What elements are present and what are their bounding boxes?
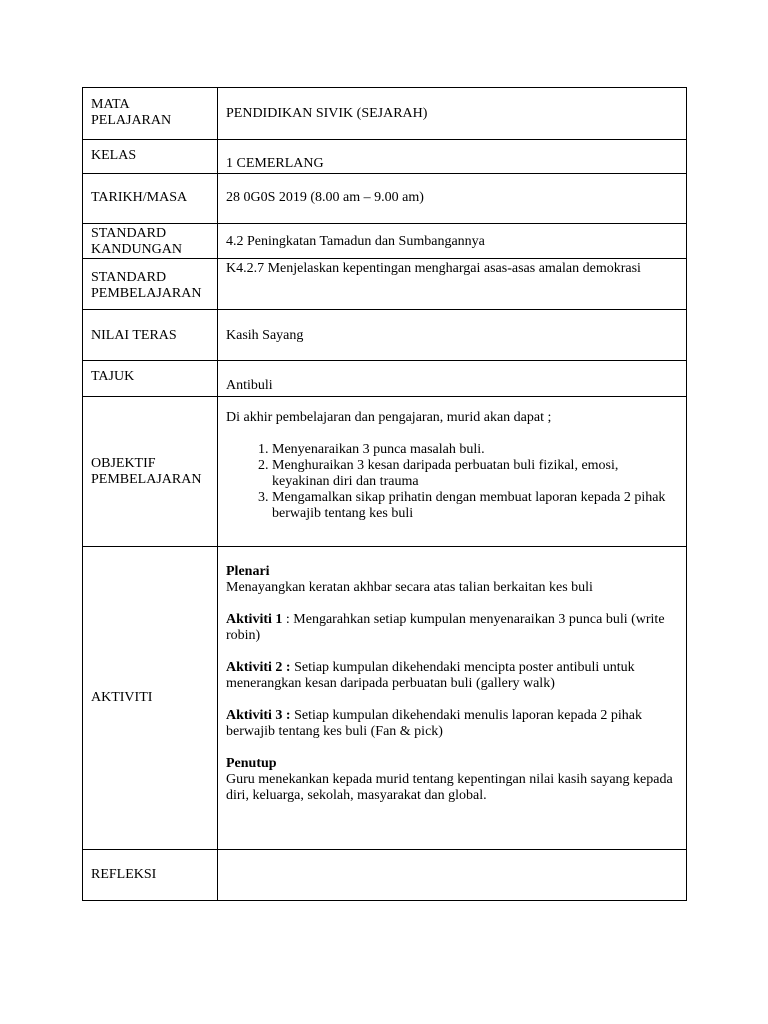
closing-heading: Penutup bbox=[226, 756, 277, 771]
row-core-value bbox=[83, 310, 687, 361]
reflection-label: REFLEKSI bbox=[83, 850, 218, 901]
learning-standard-value: K4.2.7 Menjelaskan kepentingan menghargai asas-asas amalan demokrasi bbox=[226, 261, 641, 276]
reflection-value bbox=[218, 850, 687, 901]
objective-item-2: 2. Menghuraikan 3 kesan daripada perbuatan buli fizikal, emosi, keyakinan diri dan trauma bbox=[272, 458, 678, 490]
topic-value: Antibuli bbox=[218, 361, 687, 397]
row-activities bbox=[83, 547, 687, 850]
core-value-label: NILAI TERAS bbox=[83, 310, 218, 361]
class-label: KELAS bbox=[83, 140, 218, 174]
objectives-label: OBJEKTIF PEMBELAJARAN bbox=[83, 397, 218, 547]
row-learning-standard bbox=[83, 259, 687, 310]
plenary-heading: Plenari bbox=[226, 564, 270, 579]
activity-1 bbox=[226, 612, 678, 644]
activity-2-label: Aktiviti 2 : bbox=[226, 660, 291, 675]
objectives-intro: Di akhir pembelajaran dan pengajaran, murid akan dapat ; bbox=[226, 410, 552, 425]
plenary-text: Menayangkan keratan akhbar secara atas talian berkaitan kes buli bbox=[226, 580, 593, 595]
plenary-block bbox=[226, 564, 678, 596]
subject-label: MATA PELAJARAN bbox=[83, 88, 218, 140]
activity-3-text: Setiap kumpulan dikehendaki menulis laporan kepada 2 pihak berwajib tentang kes buli (Fan & pick) bbox=[226, 708, 643, 739]
activity-3-label: Aktiviti 3 : bbox=[226, 708, 291, 723]
row-content-standard bbox=[83, 224, 687, 259]
objective-item-1: 1. Menyenaraikan 3 punca masalah buli. bbox=[272, 442, 678, 458]
objectives-list bbox=[226, 442, 678, 522]
activities-cell bbox=[218, 547, 687, 850]
content-standard-label: STANDARD KANDUNGAN bbox=[83, 224, 218, 259]
closing-block bbox=[226, 756, 678, 804]
row-topic bbox=[83, 361, 687, 397]
subject-value: PENDIDIKAN SIVIK (SEJARAH) bbox=[218, 88, 687, 140]
learning-standard-cell bbox=[218, 259, 687, 310]
activity-2-text: Setiap kumpulan dikehendaki mencipta poster antibuli untuk menerangkan kesan daripada perbuatan buli (gallery walk) bbox=[226, 660, 635, 691]
activities-label: AKTIVITI bbox=[83, 547, 218, 850]
activity-2 bbox=[226, 660, 678, 692]
row-reflection bbox=[83, 850, 687, 901]
row-objectives bbox=[83, 397, 687, 547]
row-datetime bbox=[83, 174, 687, 224]
row-class bbox=[83, 140, 687, 174]
activity-1-text: : Mengarahkan setiap kumpulan menyenaraikan 3 punca buli (write robin) bbox=[226, 612, 665, 643]
closing-text: Guru menekankan kepada murid tentang kepentingan nilai kasih sayang kepada diri, keluarga, sekolah, masyarakat dan global. bbox=[226, 772, 673, 803]
content-standard-value: 4.2 Peningkatan Tamadun dan Sumbangannya bbox=[218, 224, 687, 259]
activity-3 bbox=[226, 708, 678, 740]
class-value: 1 CEMERLANG bbox=[218, 140, 687, 174]
objectives-cell bbox=[218, 397, 687, 547]
activity-1-label: Aktiviti 1 bbox=[226, 612, 283, 627]
datetime-value: 28 0G0S 2019 (8.00 am – 9.00 am) bbox=[218, 174, 687, 224]
core-value-value: Kasih Sayang bbox=[218, 310, 687, 361]
topic-label: TAJUK bbox=[83, 361, 218, 397]
row-subject bbox=[83, 88, 687, 140]
datetime-label: TARIKH/MASA bbox=[83, 174, 218, 224]
learning-standard-label: STANDARD PEMBELAJARAN bbox=[83, 259, 218, 310]
lesson-plan-table bbox=[82, 87, 687, 901]
objective-item-3: 3. Mengamalkan sikap prihatin dengan membuat laporan kepada 2 pihak berwajib tentang kes buli bbox=[272, 490, 678, 522]
